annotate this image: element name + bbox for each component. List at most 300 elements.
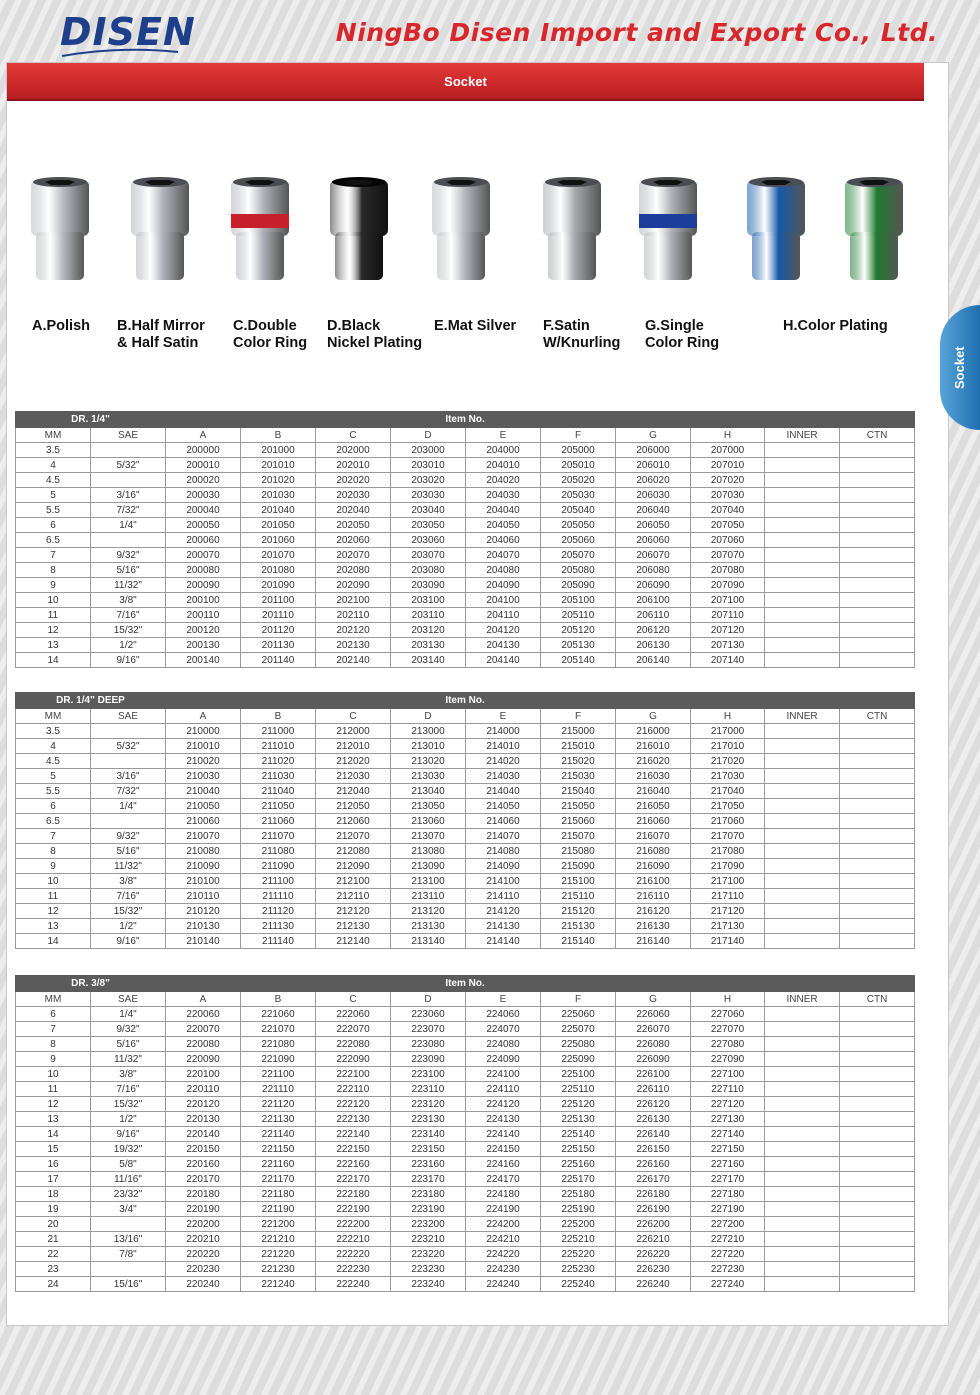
table-cell: 7/16": [91, 1082, 166, 1097]
table-cell: 4: [16, 739, 91, 754]
column-header: D: [391, 709, 466, 724]
table-cell: [765, 578, 840, 593]
table-row: [16, 859, 915, 874]
table-cell: 205010: [541, 458, 616, 473]
table-cell: 221090: [241, 1052, 316, 1067]
table-cell: 210020: [166, 754, 241, 769]
table-cell: 13: [16, 638, 91, 653]
table-cell: 20: [16, 1217, 91, 1232]
chrome-socket-icon: [129, 176, 191, 284]
table-cell: 224190: [466, 1202, 541, 1217]
column-header-row: [16, 709, 915, 724]
table-cell: 221140: [241, 1127, 316, 1142]
column-header-row: [16, 428, 915, 443]
table-cell: [765, 1142, 840, 1157]
table-cell: [765, 784, 840, 799]
table-cell: 200100: [166, 593, 241, 608]
table-cell: 201140: [241, 653, 316, 668]
table-cell: 19: [16, 1202, 91, 1217]
table-cell: 215060: [541, 814, 616, 829]
table-cell: [765, 1127, 840, 1142]
table-cell: 224200: [466, 1217, 541, 1232]
table-cell: 204080: [466, 563, 541, 578]
table-cell: 1/2": [91, 638, 166, 653]
table-row: [16, 593, 915, 608]
table-cell: 217080: [691, 844, 765, 859]
table-cell: 202010: [316, 458, 391, 473]
table-cell: 221060: [241, 1007, 316, 1022]
table-cell: 215110: [541, 889, 616, 904]
item-no-header: Item No.: [166, 976, 765, 992]
table-cell: 212060: [316, 814, 391, 829]
column-header: INNER: [765, 428, 840, 443]
table-cell: 227070: [691, 1022, 765, 1037]
table-cell: 221130: [241, 1112, 316, 1127]
table-cell: [765, 1067, 840, 1082]
table-cell: 213070: [391, 829, 466, 844]
table-cell: 211130: [241, 919, 316, 934]
table-cell: [840, 844, 915, 859]
table-cell: 211000: [241, 724, 316, 739]
table-cell: 206100: [616, 593, 691, 608]
table-cell: 222170: [316, 1172, 391, 1187]
table-cell: 217060: [691, 814, 765, 829]
table-cell: 203140: [391, 653, 466, 668]
table-cell: 216110: [616, 889, 691, 904]
table-cell: 227110: [691, 1082, 765, 1097]
table-cell: 214110: [466, 889, 541, 904]
table-cell: 226200: [616, 1217, 691, 1232]
table-cell: 224210: [466, 1232, 541, 1247]
table-cell: 201120: [241, 623, 316, 638]
table-cell: 202140: [316, 653, 391, 668]
table-cell: [840, 623, 915, 638]
table-cell: [840, 1202, 915, 1217]
table-cell: 213020: [391, 754, 466, 769]
table-cell: 205140: [541, 653, 616, 668]
table-cell: 214120: [466, 904, 541, 919]
table-cell: 222090: [316, 1052, 391, 1067]
table-cell: [765, 1007, 840, 1022]
table-cell: 223110: [391, 1082, 466, 1097]
table-cell: [840, 889, 915, 904]
table-row: [16, 1067, 915, 1082]
knurled-socket-icon: [430, 176, 492, 284]
table-row: [16, 1217, 915, 1232]
column-header: E: [466, 992, 541, 1007]
table-cell: 204100: [466, 593, 541, 608]
table-cell: 207010: [691, 458, 765, 473]
table-cell: 201110: [241, 608, 316, 623]
table-cell: [765, 653, 840, 668]
table-row: [16, 829, 915, 844]
table-cell: 223200: [391, 1217, 466, 1232]
table-cell: [765, 1277, 840, 1292]
table-cell: 202130: [316, 638, 391, 653]
table-cell: 215020: [541, 754, 616, 769]
table-cell: 10: [16, 874, 91, 889]
table-cell: 210060: [166, 814, 241, 829]
table-cell: 210070: [166, 829, 241, 844]
table-cell: 12: [16, 904, 91, 919]
table-cell: 204020: [466, 473, 541, 488]
table-cell: 210110: [166, 889, 241, 904]
table-cell: [765, 934, 840, 949]
table-cell: 9: [16, 578, 91, 593]
table-cell: 206070: [616, 548, 691, 563]
table-cell: 217040: [691, 784, 765, 799]
table-cell: [840, 1262, 915, 1277]
table-cell: 220130: [166, 1112, 241, 1127]
table-cell: 23: [16, 1262, 91, 1277]
table-cell: 221210: [241, 1232, 316, 1247]
table-cell: 14: [16, 1127, 91, 1142]
colored-socket-icon: [745, 176, 807, 284]
table-cell: 212030: [316, 769, 391, 784]
table-cell: 11/32": [91, 1052, 166, 1067]
table-cell: 222110: [316, 1082, 391, 1097]
column-header: C: [316, 992, 391, 1007]
table-cell: 221200: [241, 1217, 316, 1232]
table-cell: 221230: [241, 1262, 316, 1277]
table-cell: 6: [16, 799, 91, 814]
table-cell: 227140: [691, 1127, 765, 1142]
table-cell: 220120: [166, 1097, 241, 1112]
table-cell: 206120: [616, 623, 691, 638]
table-cell: 211050: [241, 799, 316, 814]
table-cell: 205100: [541, 593, 616, 608]
column-header: SAE: [91, 428, 166, 443]
table-cell: 201050: [241, 518, 316, 533]
table-cell: 216140: [616, 934, 691, 949]
table-cell: 225240: [541, 1277, 616, 1292]
table-cell: 200090: [166, 578, 241, 593]
table-cell: 212100: [316, 874, 391, 889]
table-cell: 224160: [466, 1157, 541, 1172]
table-cell: 222070: [316, 1022, 391, 1037]
table-cell: [840, 563, 915, 578]
table-cell: 223130: [391, 1112, 466, 1127]
table-cell: [765, 608, 840, 623]
table-cell: 211110: [241, 889, 316, 904]
blank-header: [765, 412, 915, 428]
table-cell: 200120: [166, 623, 241, 638]
table-cell: 201090: [241, 578, 316, 593]
table-cell: 205090: [541, 578, 616, 593]
table-cell: [840, 488, 915, 503]
table-cell: 223060: [391, 1007, 466, 1022]
table-cell: 200130: [166, 638, 241, 653]
table-cell: [91, 724, 166, 739]
table-cell: 214030: [466, 769, 541, 784]
table-cell: 216050: [616, 799, 691, 814]
column-header: MM: [16, 992, 91, 1007]
table-cell: 19/32": [91, 1142, 166, 1157]
table-row: [16, 889, 915, 904]
table-cell: 214060: [466, 814, 541, 829]
table-cell: [91, 533, 166, 548]
table-cell: [765, 488, 840, 503]
table-cell: 222200: [316, 1217, 391, 1232]
table-cell: 206010: [616, 458, 691, 473]
table-cell: 221220: [241, 1247, 316, 1262]
table-cell: 227060: [691, 1007, 765, 1022]
table-cell: [765, 1172, 840, 1187]
table-cell: 213050: [391, 799, 466, 814]
table-cell: 212070: [316, 829, 391, 844]
table-cell: 214140: [466, 934, 541, 949]
table-cell: 204030: [466, 488, 541, 503]
table-cell: 227180: [691, 1187, 765, 1202]
column-header: C: [316, 428, 391, 443]
table-cell: 3/8": [91, 1067, 166, 1082]
table-cell: [765, 769, 840, 784]
table-cell: 3/4": [91, 1202, 166, 1217]
table-cell: [840, 799, 915, 814]
table-cell: 224090: [466, 1052, 541, 1067]
table-cell: 225080: [541, 1037, 616, 1052]
table-cell: 217010: [691, 739, 765, 754]
table-cell: 220090: [166, 1052, 241, 1067]
table-cell: 203060: [391, 533, 466, 548]
table-cell: 17: [16, 1172, 91, 1187]
table-cell: 226180: [616, 1187, 691, 1202]
table-cell: 15/16": [91, 1277, 166, 1292]
table-cell: [765, 814, 840, 829]
table-cell: 11: [16, 1082, 91, 1097]
table-cell: 3.5: [16, 724, 91, 739]
table-cell: [840, 503, 915, 518]
table-cell: 5/16": [91, 563, 166, 578]
table-cell: [840, 608, 915, 623]
table-row: [16, 1202, 915, 1217]
column-header: MM: [16, 709, 91, 724]
table-cell: 8: [16, 1037, 91, 1052]
table-cell: 13/16": [91, 1232, 166, 1247]
table-cell: 217130: [691, 919, 765, 934]
table-cell: 204010: [466, 458, 541, 473]
table-cell: 11/16": [91, 1172, 166, 1187]
table-cell: [840, 1277, 915, 1292]
table-cell: 206040: [616, 503, 691, 518]
table-cell: 227130: [691, 1112, 765, 1127]
column-header: G: [616, 709, 691, 724]
column-header: CTN: [840, 709, 915, 724]
table-cell: 226120: [616, 1097, 691, 1112]
table-cell: 6.5: [16, 814, 91, 829]
table-row: [16, 934, 915, 949]
table-cell: 226090: [616, 1052, 691, 1067]
table-cell: 220170: [166, 1172, 241, 1187]
table-cell: 224080: [466, 1037, 541, 1052]
table-cell: 222150: [316, 1142, 391, 1157]
table-cell: 207100: [691, 593, 765, 608]
table-row: [16, 1187, 915, 1202]
table-cell: 217140: [691, 934, 765, 949]
table-cell: 225230: [541, 1262, 616, 1277]
table-cell: 205120: [541, 623, 616, 638]
table-cell: 207070: [691, 548, 765, 563]
table-cell: 214050: [466, 799, 541, 814]
table-cell: 224130: [466, 1112, 541, 1127]
table-cell: 222210: [316, 1232, 391, 1247]
table-cell: [765, 548, 840, 563]
table-cell: 217100: [691, 874, 765, 889]
table-cell: [840, 1097, 915, 1112]
table-cell: 215140: [541, 934, 616, 949]
chrome-socket-icon: [29, 176, 91, 284]
table-cell: [765, 1052, 840, 1067]
table-row: [16, 1127, 915, 1142]
table-cell: 201010: [241, 458, 316, 473]
table-cell: 1/4": [91, 799, 166, 814]
table-cell: [840, 1127, 915, 1142]
table-cell: 221100: [241, 1067, 316, 1082]
table-cell: 225060: [541, 1007, 616, 1022]
table-cell: [840, 904, 915, 919]
table-row: [16, 1022, 915, 1037]
table-cell: 223160: [391, 1157, 466, 1172]
table-cell: 16: [16, 1157, 91, 1172]
table-cell: 210100: [166, 874, 241, 889]
table-row: [16, 874, 915, 889]
table-cell: 223230: [391, 1262, 466, 1277]
table-cell: 215130: [541, 919, 616, 934]
table-cell: 212090: [316, 859, 391, 874]
table-cell: 217090: [691, 859, 765, 874]
table-cell: 202100: [316, 593, 391, 608]
table-cell: 14: [16, 653, 91, 668]
table-cell: 3/8": [91, 593, 166, 608]
table-cell: 227170: [691, 1172, 765, 1187]
table-cell: 211040: [241, 784, 316, 799]
table-cell: 214080: [466, 844, 541, 859]
table-cell: 5/8": [91, 1157, 166, 1172]
column-header: B: [241, 992, 316, 1007]
table-cell: 204050: [466, 518, 541, 533]
table-cell: 3/16": [91, 769, 166, 784]
table-cell: 11: [16, 608, 91, 623]
table-cell: 207040: [691, 503, 765, 518]
table-cell: [765, 754, 840, 769]
table-cell: 227210: [691, 1232, 765, 1247]
table-cell: [840, 1082, 915, 1097]
table-cell: 223100: [391, 1067, 466, 1082]
table-cell: [765, 443, 840, 458]
table-cell: 223120: [391, 1097, 466, 1112]
table-cell: [765, 799, 840, 814]
table-cell: 215080: [541, 844, 616, 859]
table-cell: [840, 769, 915, 784]
table-cell: 224240: [466, 1277, 541, 1292]
table-cell: 221070: [241, 1022, 316, 1037]
table-cell: 205020: [541, 473, 616, 488]
table-cell: 200040: [166, 503, 241, 518]
column-header: H: [691, 709, 765, 724]
table-cell: 12: [16, 1097, 91, 1112]
table-title: DR. 1/4": [16, 412, 166, 428]
table-cell: [765, 829, 840, 844]
table-cell: 226060: [616, 1007, 691, 1022]
table-cell: 200010: [166, 458, 241, 473]
table-cell: 215050: [541, 799, 616, 814]
table-cell: 7: [16, 829, 91, 844]
table-cell: 226160: [616, 1157, 691, 1172]
table-cell: 226080: [616, 1037, 691, 1052]
table-cell: 210010: [166, 739, 241, 754]
table-cell: 9: [16, 1052, 91, 1067]
blank-header: [765, 693, 915, 709]
table-cell: 211030: [241, 769, 316, 784]
company-name: NingBo Disen Import and Export Co., Ltd.: [335, 18, 938, 47]
table-cell: 213080: [391, 844, 466, 859]
table-cell: 210040: [166, 784, 241, 799]
column-header: H: [691, 992, 765, 1007]
table-cell: 226240: [616, 1277, 691, 1292]
satin-socket-icon: [541, 176, 603, 284]
table-cell: 226210: [616, 1232, 691, 1247]
table-cell: 213120: [391, 904, 466, 919]
table-cell: 225180: [541, 1187, 616, 1202]
table-cell: 216070: [616, 829, 691, 844]
table-cell: 205110: [541, 608, 616, 623]
table-cell: 212130: [316, 919, 391, 934]
table-cell: [840, 739, 915, 754]
table-cell: 205040: [541, 503, 616, 518]
table-cell: 226150: [616, 1142, 691, 1157]
table-cell: 213030: [391, 769, 466, 784]
table-cell: 213040: [391, 784, 466, 799]
side-tab-socket[interactable]: [940, 305, 980, 430]
table-cell: 207050: [691, 518, 765, 533]
table-cell: 220240: [166, 1277, 241, 1292]
spec-table: [15, 692, 915, 949]
table-cell: 213140: [391, 934, 466, 949]
table-cell: 7/16": [91, 608, 166, 623]
table-cell: 202090: [316, 578, 391, 593]
table-cell: 222080: [316, 1037, 391, 1052]
table-cell: [840, 653, 915, 668]
table-cell: 6.5: [16, 533, 91, 548]
table-cell: 201100: [241, 593, 316, 608]
table-cell: 8: [16, 844, 91, 859]
table-cell: 206060: [616, 533, 691, 548]
table-row: [16, 1142, 915, 1157]
table-cell: 206000: [616, 443, 691, 458]
table-row: [16, 638, 915, 653]
table-cell: 207090: [691, 578, 765, 593]
table-cell: 204000: [466, 443, 541, 458]
table-row: [16, 724, 915, 739]
table-cell: 214000: [466, 724, 541, 739]
table-cell: 215100: [541, 874, 616, 889]
table-cell: 14: [16, 934, 91, 949]
table-cell: [840, 593, 915, 608]
table-cell: 201060: [241, 533, 316, 548]
table-cell: 215120: [541, 904, 616, 919]
table-cell: 200080: [166, 563, 241, 578]
table-cell: 202050: [316, 518, 391, 533]
table-cell: [840, 724, 915, 739]
table-cell: 204110: [466, 608, 541, 623]
table-row: [16, 1097, 915, 1112]
table-cell: 226070: [616, 1022, 691, 1037]
table-cell: 223190: [391, 1202, 466, 1217]
table-cell: [840, 638, 915, 653]
table-cell: 211010: [241, 739, 316, 754]
table-cell: 220160: [166, 1157, 241, 1172]
table-cell: 7: [16, 1022, 91, 1037]
